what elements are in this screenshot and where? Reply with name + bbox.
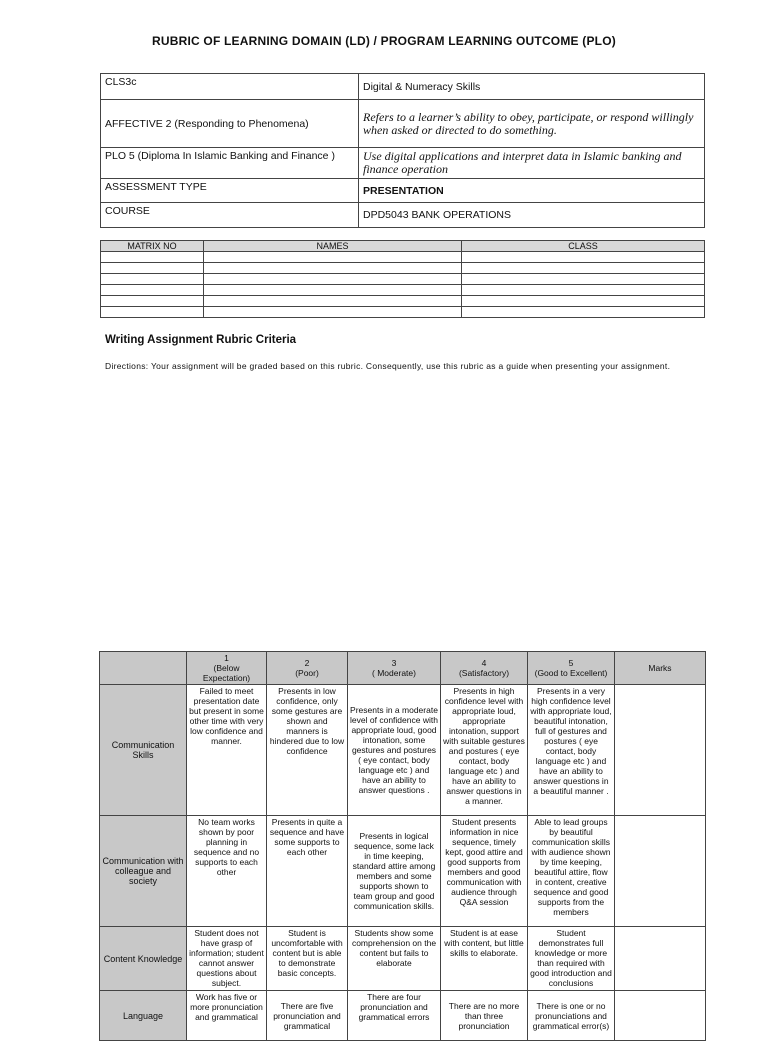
cls-value: Digital & Numeracy Skills <box>359 74 705 100</box>
rubric-cell: Presents in logical sequence, some lack in time keeping, standard attire among members and some supports shown to team group and good communication skills. <box>348 816 441 927</box>
criterion-label: Content Knowledge <box>100 927 187 991</box>
class-cell[interactable] <box>462 274 705 285</box>
rubric-cell: There are four pronunciation and grammatical errors <box>348 991 441 1041</box>
affective-label: AFFECTIVE 2 (Responding to Phenomena) <box>101 100 359 148</box>
rubric-cell: There is one or no pronunciations and grammatical error(s) <box>528 991 615 1041</box>
student-row <box>101 274 705 285</box>
student-row <box>101 285 705 296</box>
name-cell[interactable] <box>204 263 462 274</box>
name-cell[interactable] <box>204 296 462 307</box>
rubric-cell: There are no more than three pronunciation <box>441 991 528 1041</box>
marks-header: Marks <box>615 652 706 685</box>
rubric-cell: Able to lead groups by beautiful communication skills with audience shown by time keeping, beautiful attire, flow in content, creative sequence and good supports from the members <box>528 816 615 927</box>
level-4-header <box>441 652 528 685</box>
student-row <box>101 296 705 307</box>
rubric-row <box>100 991 706 1041</box>
name-cell[interactable] <box>204 285 462 296</box>
rubric-cell: Students show some comprehension on the content but fails to elaborate <box>348 927 441 991</box>
level-number: 3 <box>391 658 397 668</box>
student-row <box>101 263 705 274</box>
marks-cell[interactable] <box>615 685 706 816</box>
matrix-no-cell[interactable] <box>101 274 204 285</box>
rubric-row <box>100 816 706 927</box>
level-2-header <box>267 652 348 685</box>
level-label: ( Moderate) <box>372 668 416 678</box>
level-number: 5 <box>568 658 574 668</box>
student-row <box>101 307 705 318</box>
student-names-table <box>100 240 705 318</box>
level-label: (Good to Excellent) <box>534 668 608 678</box>
rubric-cell: Work has five or more pronunciation and grammatical <box>187 991 267 1041</box>
rubric-row <box>100 685 706 816</box>
marks-cell[interactable] <box>615 991 706 1041</box>
level-number: 4 <box>481 658 487 668</box>
matrix-no-header: MATRIX NO <box>101 241 204 252</box>
plo-label: PLO 5 (Diploma In Islamic Banking and Finance ) <box>101 148 359 179</box>
matrix-no-cell[interactable] <box>101 296 204 307</box>
affective-value: Refers to a learner’s ability to obey, participate, or respond willingly when asked or directed to do something. <box>359 100 705 148</box>
course-label: COURSE <box>101 203 359 228</box>
rubric-cell: Presents in a very high confidence level with appropriate loud, beautiful intonation, full of gestures and postures ( eye contact, body language etc ) and have an ability to answer questions in a beautiful manner . <box>528 685 615 816</box>
criterion-label: Communication Skills <box>100 685 187 816</box>
level-3-header <box>348 652 441 685</box>
rubric-cell: Presents in a moderate level of confidence with appropriate loud, good intonation, some gestures and postures ( eye contact, body language etc ) and have an ability to answer questions . <box>348 685 441 816</box>
plo-value: Use digital applications and interpret data in Islamic banking and finance operation <box>359 148 705 179</box>
class-cell[interactable] <box>462 285 705 296</box>
rubric-cell: Presents in quite a sequence and have some supports to each other <box>267 816 348 927</box>
class-cell[interactable] <box>462 307 705 318</box>
section-title: Writing Assignment Rubric Criteria <box>105 334 297 346</box>
cls-label: CLS3c <box>101 74 359 100</box>
document-title: RUBRIC OF LEARNING DOMAIN (LD) / PROGRAM LEARNING OUTCOME (PLO) <box>152 34 616 48</box>
rubric-cell: Student does not have grasp of information; student cannot answer questions about subject. <box>187 927 267 991</box>
matrix-no-cell[interactable] <box>101 252 204 263</box>
criterion-label: Communication with colleague and society <box>100 816 187 927</box>
rubric-cell: Student is uncomfortable with content but is able to demonstrate basic concepts. <box>267 927 348 991</box>
marks-cell[interactable] <box>615 816 706 927</box>
info-table <box>100 73 705 228</box>
level-label: (Satisfactory) <box>458 668 510 678</box>
rubric-cell: Presents in low confidence, only some gestures are shown and manners is hindered due to low confidence <box>267 685 348 816</box>
rubric-row <box>100 927 706 991</box>
rubric-corner <box>100 652 187 685</box>
course-value: DPD5043 BANK OPERATIONS <box>359 203 705 228</box>
matrix-no-cell[interactable] <box>101 307 204 318</box>
class-cell[interactable] <box>462 263 705 274</box>
name-cell[interactable] <box>204 252 462 263</box>
rubric-cell: Student presents information in nice sequence, timely kept, good attire and good supports from members and good communication with audience through Q&A session <box>441 816 528 927</box>
rubric-cell: Failed to meet presentation date but present in some other time with very low confidence and manner. <box>187 685 267 816</box>
rubric-cell: No team works shown by poor planning in sequence and no supports to each other <box>187 816 267 927</box>
level-5-header <box>528 652 615 685</box>
criterion-label: Language <box>100 991 187 1041</box>
level-number: 1 <box>224 653 229 663</box>
name-cell[interactable] <box>204 307 462 318</box>
rubric-cell: Presents in high confidence level with appropriate loud, appropriate intonation, support with suitable gestures and postures ( eye contact, body language etc ) and have an ability to answer questions in a manner. <box>441 685 528 816</box>
assessment-type-value: PRESENTATION <box>359 179 705 203</box>
level-label: (Below Expectation) <box>202 663 251 683</box>
assessment-type-label: ASSESSMENT TYPE <box>101 179 359 203</box>
rubric-cell: There are five pronunciation and grammatical <box>267 991 348 1041</box>
rubric-cell: Student is at ease with content, but little skills to elaborate. <box>441 927 528 991</box>
marks-cell[interactable] <box>615 927 706 991</box>
student-row <box>101 252 705 263</box>
directions-text: Directions: Your assignment will be graded based on this rubric. Consequently, use this rubric as a guide when presenting your assignment. <box>105 361 671 371</box>
names-header: NAMES <box>204 241 462 252</box>
rubric-table <box>99 651 706 1041</box>
class-cell[interactable] <box>462 252 705 263</box>
class-cell[interactable] <box>462 296 705 307</box>
level-number: 2 <box>304 658 310 668</box>
rubric-cell: Student demonstrates full knowledge or more than required with good introduction and conclusions <box>528 927 615 991</box>
class-header: CLASS <box>462 241 705 252</box>
level-label: (Poor) <box>295 668 319 678</box>
name-cell[interactable] <box>204 274 462 285</box>
level-1-header <box>187 652 267 685</box>
matrix-no-cell[interactable] <box>101 285 204 296</box>
matrix-no-cell[interactable] <box>101 263 204 274</box>
